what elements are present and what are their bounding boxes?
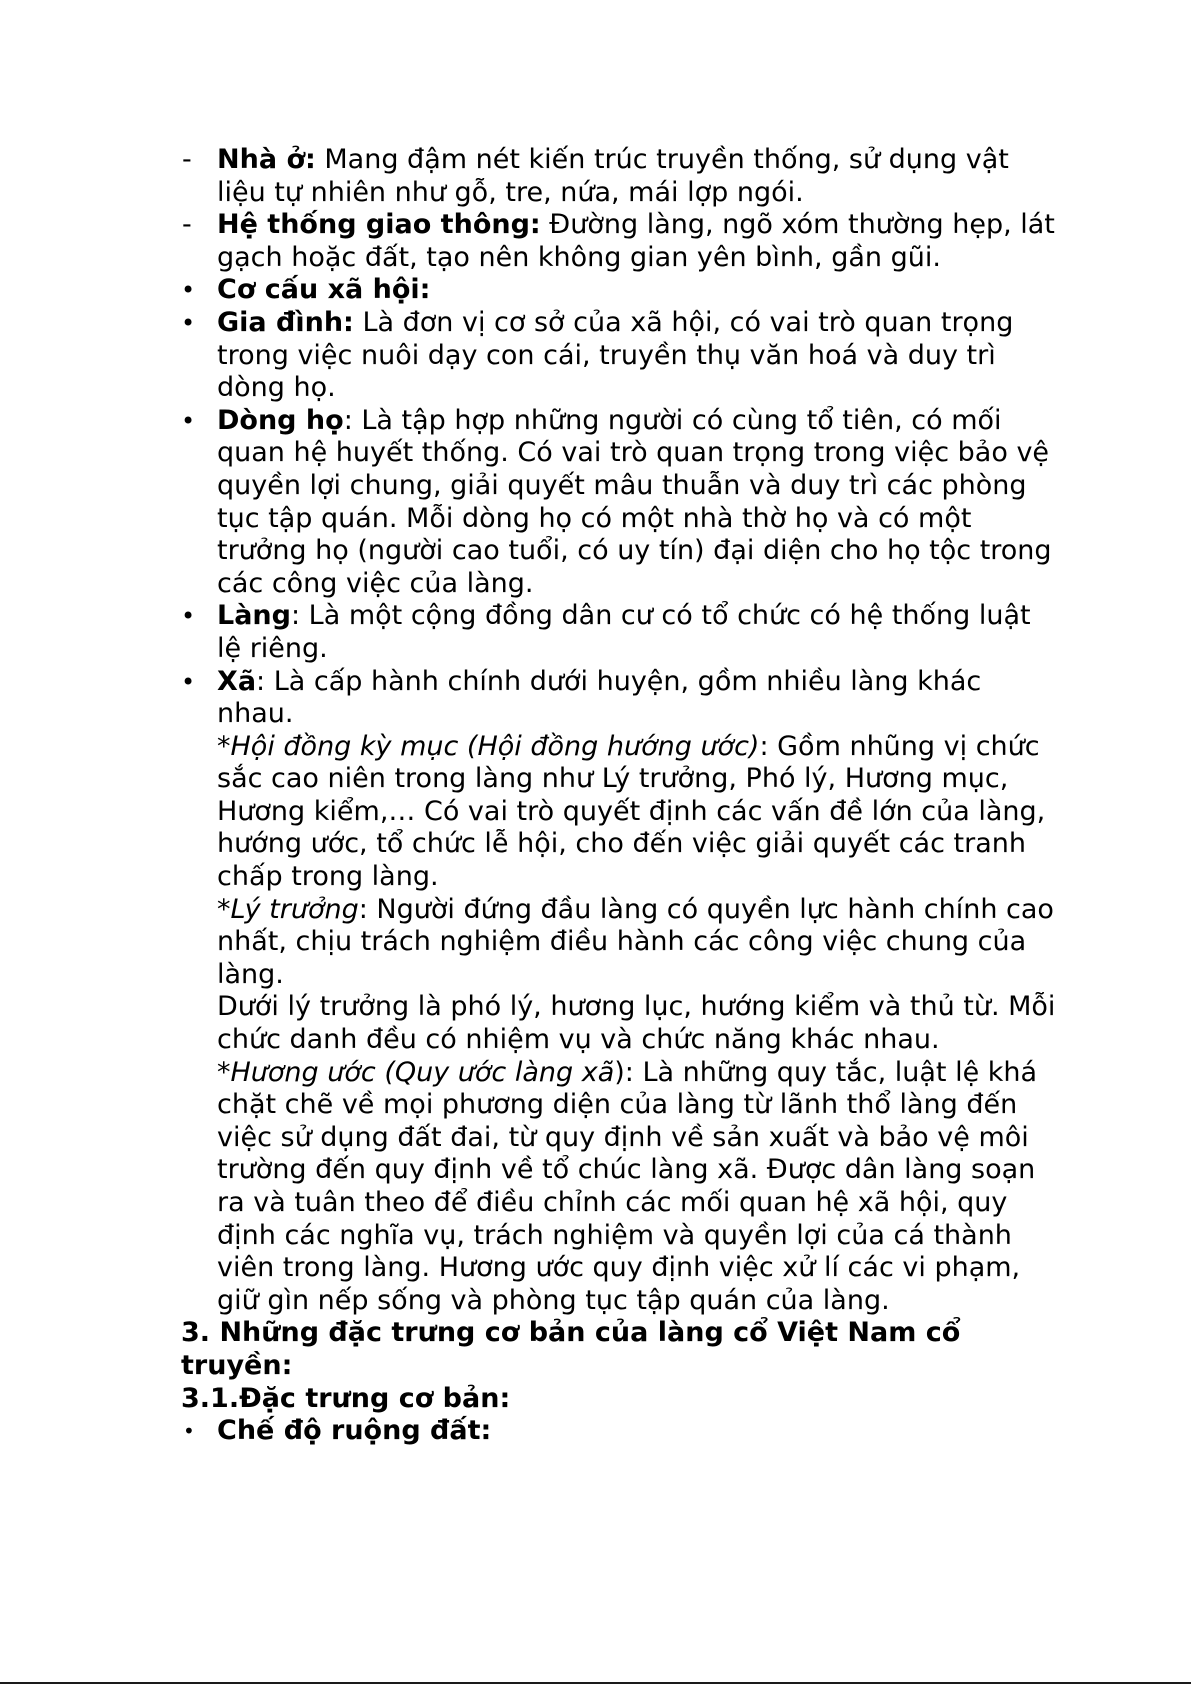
term-text: ): Là những quy tắc, luật lệ khá chặt chẽ về mọi phương diện của làng từ lãnh thổ làng đến việc sử dụng đất đai, từ quy định về sản xuất và bảo vệ môi trường đến quy định về tổ chúc làng xã. Được dân làng soạn ra và tuân theo để điều chỉnh các mối quan hệ xã hội, quy định các nghĩa vụ, trách nghiệm và quyền lợi của cá thành viên trong làng. Hương ước quy định việc xử lí các vi phạm, giữ gìn nếp sống và phòng tục tập quán của làng. (217, 1056, 1038, 1316)
bullet-marker: • (181, 602, 196, 631)
paragraph-hoi-dong (181, 731, 1061, 894)
term-text: Mang đậm nét kiến trúc truyền thống, sử dụng vật liệu tự nhiên như gỗ, tre, nứa, mái lợp ngói. (217, 144, 1009, 208)
list-item-lang (181, 600, 1061, 665)
term-label: Xã (217, 665, 257, 697)
term-label: Cơ cấu xã hội: (217, 274, 431, 306)
section-heading-3-1: 3.1.Đặc trưng cơ bản: (181, 1382, 511, 1414)
document-body (181, 144, 1061, 1448)
term-text: : Là một cộng đồng dân cư có tổ chức có hệ thống luật lệ riêng. (217, 600, 1031, 664)
star-marker: * (217, 893, 231, 925)
term-label: Gia đình: (217, 306, 354, 338)
term-label: Làng (217, 600, 291, 632)
dash-marker: - (182, 144, 192, 175)
list-item-che-do (181, 1415, 1061, 1448)
star-marker: * (217, 730, 231, 762)
bullet-marker: • (181, 276, 196, 305)
bullet-marker: • (181, 667, 196, 696)
dash-marker: - (182, 209, 192, 241)
term-text: : Là cấp hành chính dưới huyện, gồm nhiều làng khác nhau. (217, 665, 982, 730)
paragraph-text: Dưới lý trưởng là phó lý, hương lục, hướng kiểm và thủ từ. Mỗi chức danh đều có nhiệm vụ và chức năng khác nhau. (217, 991, 1056, 1056)
term-label: Hương ước (Quy ước làng xã (230, 1056, 615, 1088)
list-item-xa (181, 666, 1061, 731)
list-item-giao-thong (181, 209, 1061, 274)
list-item-dong-ho (181, 405, 1061, 601)
term-text: Đường làng, ngõ xóm thường hẹp, lát gạch hoặc đất, tạo nên không gian yên bình, gần gũi. (217, 209, 1055, 273)
star-marker: * (217, 1056, 231, 1088)
term-label: Nhà ở: (217, 144, 316, 175)
bullet-marker: • (181, 406, 196, 435)
term-label: Hội đồng kỳ mục (Hội đồng hướng ước) (230, 730, 760, 762)
list-item-co-cau (181, 274, 1061, 307)
paragraph-duoi-ly-truong (181, 991, 1061, 1056)
bullet-marker: • (183, 1419, 195, 1444)
term-label: Lý trưởng (230, 893, 359, 925)
paragraph-ly-truong (181, 894, 1061, 992)
paragraph-huong-uoc (181, 1057, 1061, 1318)
bullet-marker: • (181, 308, 196, 337)
list-item-nha-o (181, 144, 1061, 209)
term-label: Dòng họ (217, 404, 344, 436)
list-item-gia-dinh (181, 307, 1061, 405)
page-bottom-edge (0, 1682, 1191, 1684)
term-text: : Người đứng đầu làng có quyền lực hành chính cao nhất, chịu trách nghiệm điều hành các công việc chung của làng. (217, 893, 1054, 990)
term-text: : Là tập hợp những người có cùng tổ tiên, có mối quan hệ huyết thống. Có vai trò quan trọng trong việc bảo vệ quyền lợi chung, giải quyết mâu thuẫn và duy trì các phòng tục tập quán. Mỗi dòng họ có một nhà thờ họ và có một trưởng họ (người cao tuổi, có uy tín) đại diện cho họ tộc trong các công việc của làng. (217, 404, 1052, 599)
term-text: Là đơn vị cơ sở của xã hội, có vai trò quan trọng trong việc nuôi dạy con cái, truyền thụ văn hoá và duy trì dòng họ. (217, 306, 1014, 404)
term-text: : Gồm nhũng vị chức sắc cao niên trong làng như Lý trưởng, Phó lý, Hương mục, Hương kiểm,… Có vai trò quyết định các vấn đề lớn của làng, hướng ước, tổ chức lễ hội, cho đến việc giải quyết các tranh chấp trong làng. (217, 730, 1046, 893)
term-label: Hệ thống giao thông: (217, 209, 541, 241)
term-label: Chế độ ruộng đất: (217, 1415, 492, 1447)
section-heading-3: 3. Những đặc trưng cơ bản của làng cổ Việt Nam cổ truyền: (181, 1317, 961, 1381)
